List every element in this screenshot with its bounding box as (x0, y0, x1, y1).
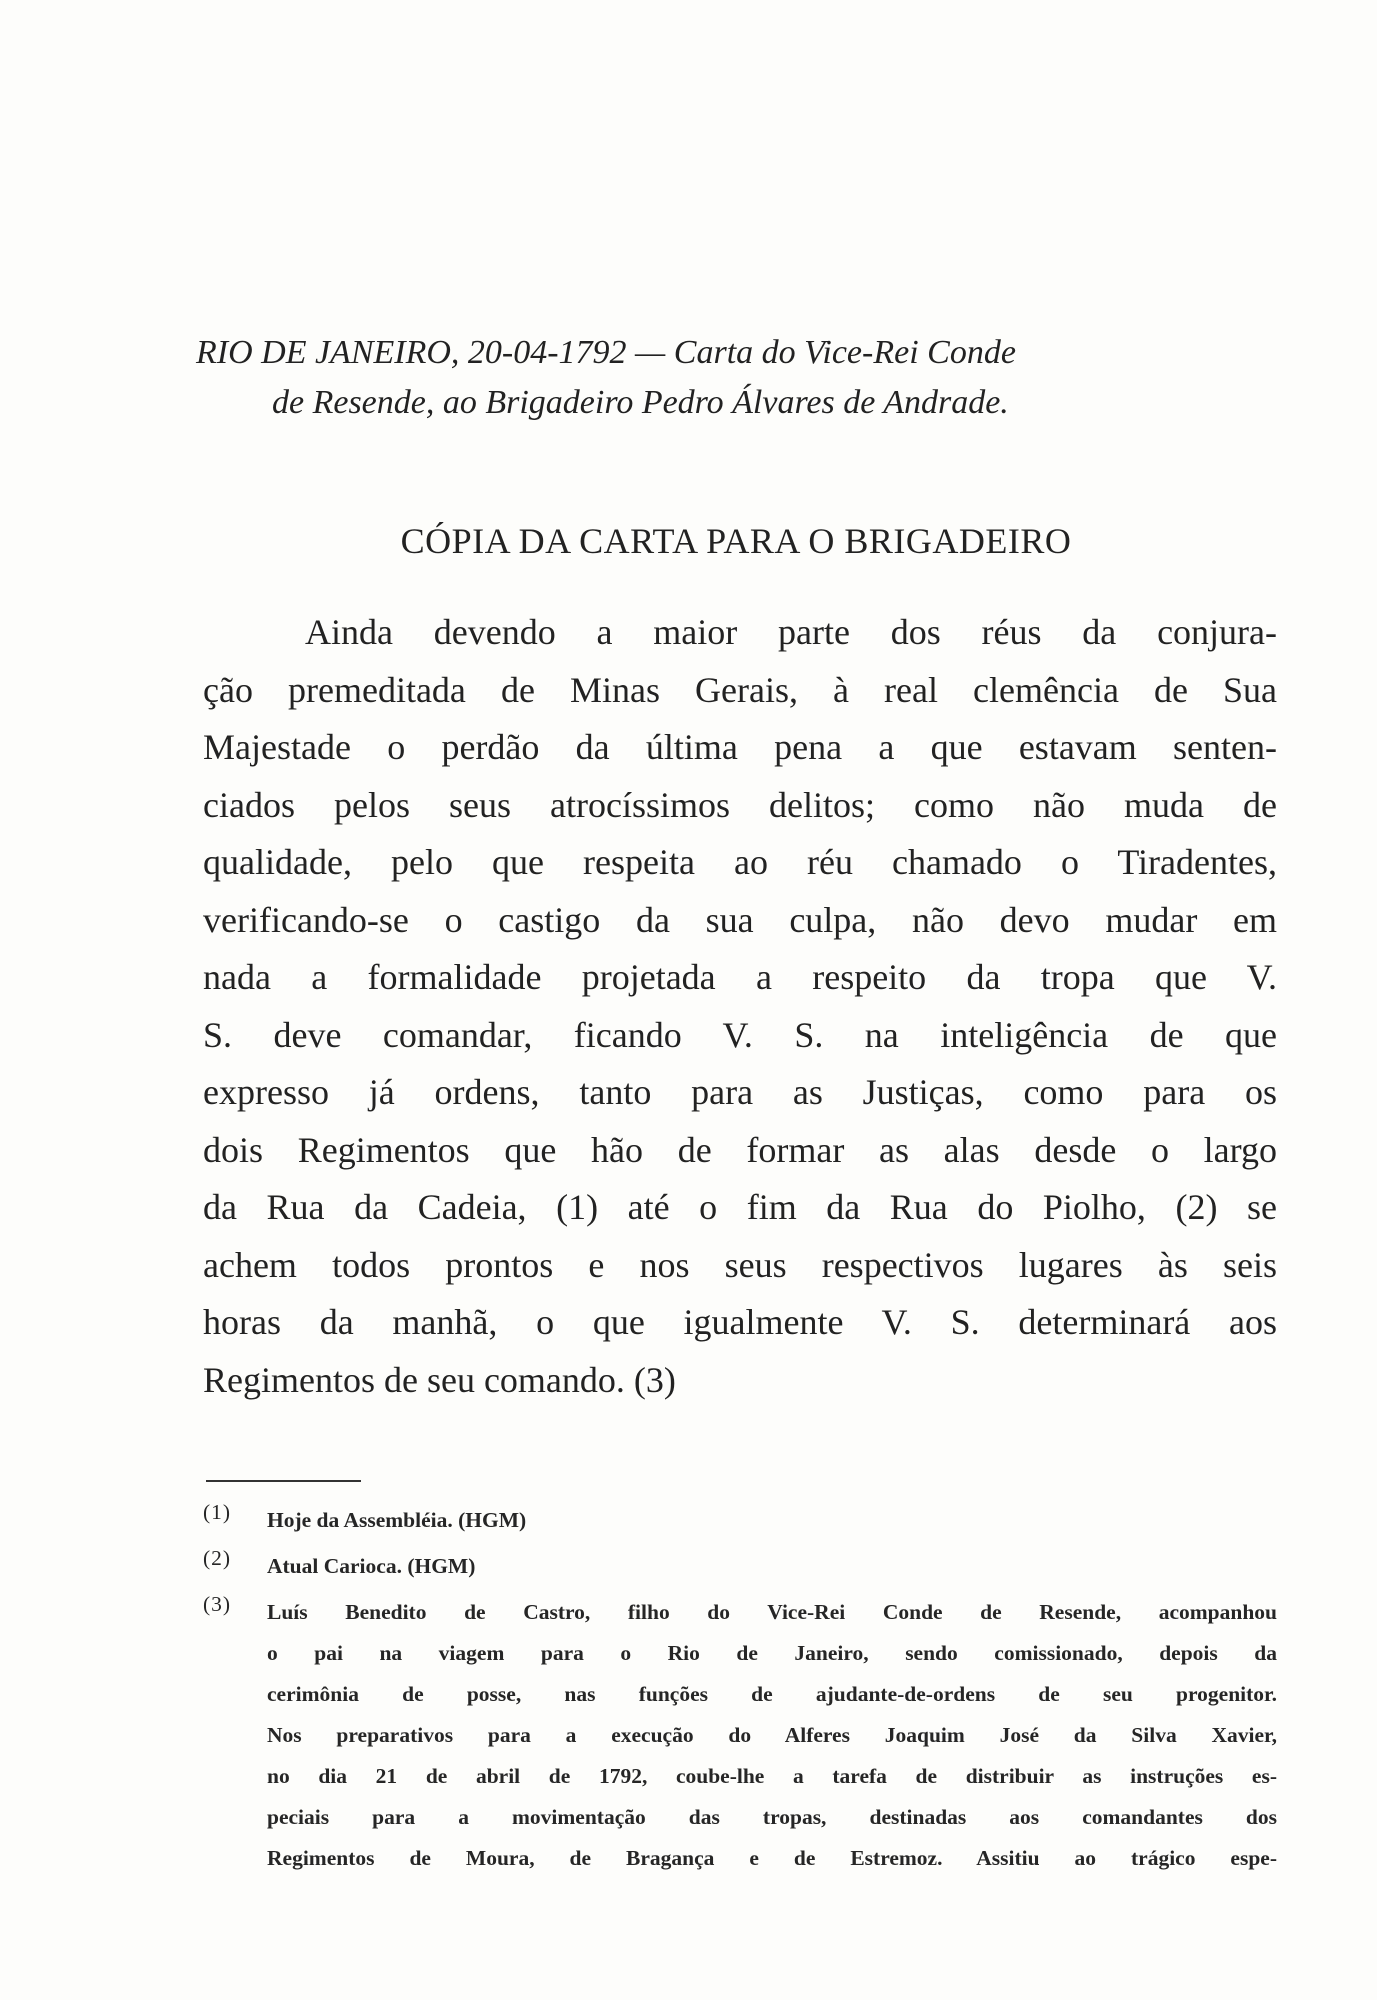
footnotes (203, 1500, 1277, 1879)
heading-line-1: RIO DE JANEIRO, 20-04-1792 — Carta do Vice-Rei Conde (196, 334, 1016, 371)
body-line: horas da manhã, o que igualmente V. S. determinará aos (203, 1302, 1277, 1342)
footnote-text: Nos preparativos para a execução do Alferes Joaquim José da Silva Xavier, (267, 1723, 1277, 1747)
body-line: dois Regimentos que hão de formar as alas desde o largo (203, 1129, 1277, 1170)
footnote-text: Luís Benedito de Castro, filho do Vice-Rei Conde de Resende, acompanhou (267, 1600, 1277, 1624)
body-line: verificando-se o castigo da sua culpa, não devo mudar em (203, 899, 1277, 940)
footnote-2 (203, 1546, 1277, 1587)
body-line: expresso já ordens, tanto para as Justiças, como para os (203, 1072, 1277, 1112)
body-line: ção premeditada de Minas Gerais, à real clemência de Sua (203, 669, 1277, 710)
footnote-1 (203, 1500, 1277, 1541)
document-heading (196, 328, 1276, 428)
body-line: Ainda devendo a maior parte dos réus da conjura- (305, 612, 1277, 652)
footnote-text: peciais para a movimentação das tropas, destinadas aos comandantes dos (267, 1805, 1277, 1829)
footnote-number: (2) (203, 1546, 232, 1570)
body-line: qualidade, pelo que respeita ao réu chamado o Tiradentes, (203, 842, 1277, 882)
letter-body (203, 604, 1277, 1409)
body-line: Regimentos de seu comando. (3) (203, 1359, 676, 1400)
body-line: ciados pelos seus atrocíssimos delitos; como não muda de (203, 784, 1277, 825)
body-line: nada a formalidade projetada a respeito da tropa que V. (203, 957, 1277, 997)
body-line: achem todos prontos e nos seus respectivos lugares às seis (203, 1244, 1277, 1285)
footnote-3 (203, 1592, 1277, 1879)
footnote-text: no dia 21 de abril de 1792, coube-lhe a tarefa de distribuir as instruções es- (267, 1764, 1277, 1788)
footnote-text: Regimentos de Moura, de Bragança e de Estremoz. Assitiu ao trágico espe- (267, 1846, 1277, 1870)
body-line: Majestade o perdão da última pena a que estavam senten- (203, 727, 1277, 767)
footnote-separator (206, 1480, 361, 1482)
footnote-number: (3) (203, 1592, 232, 1616)
footnote-text: Hoje da Assembléia. (HGM) (267, 1508, 527, 1532)
footnote-text: o pai na viagem para o Rio de Janeiro, sendo comissionado, depois da (267, 1641, 1277, 1665)
body-line: da Rua da Cadeia, (1) até o fim da Rua do Piolho, (2) se (203, 1187, 1277, 1227)
footnote-number: (1) (203, 1500, 232, 1524)
heading-line-2: de Resende, ao Brigadeiro Pedro Álvares de Andrade. (272, 384, 1009, 421)
section-title: CÓPIA DA CARTA PARA O BRIGADEIRO (400, 521, 1072, 561)
footnote-text: cerimônia de posse, nas funções de ajudante-de-ordens de seu progenitor. (267, 1682, 1277, 1706)
body-line: S. deve comandar, ficando V. S. na inteligência de que (203, 1014, 1277, 1055)
footnote-text: Atual Carioca. (HGM) (267, 1554, 476, 1578)
